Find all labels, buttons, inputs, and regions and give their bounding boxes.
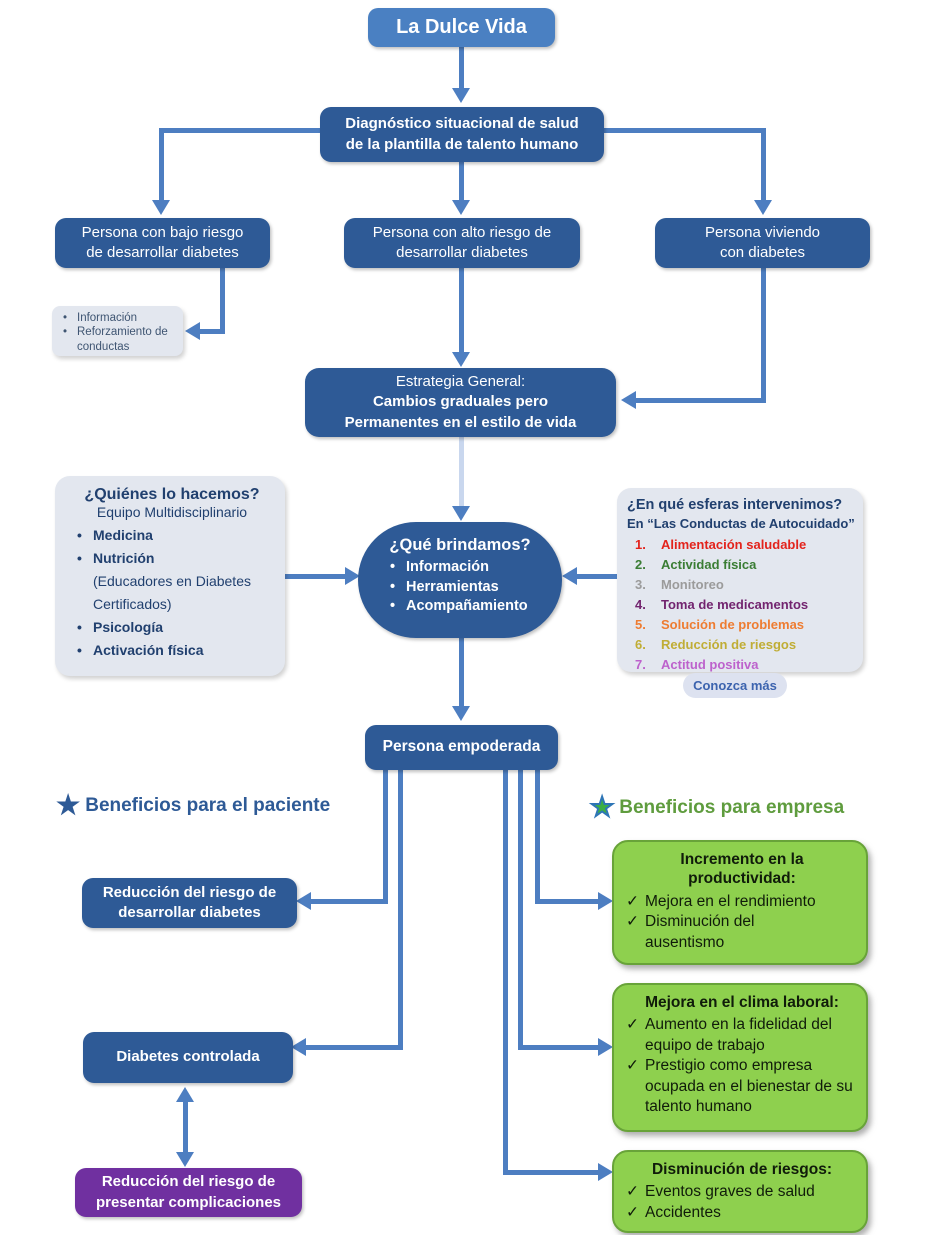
info-item-label: Reforzamiento de conductas <box>77 326 168 353</box>
arrowhead-right <box>598 892 613 910</box>
benefit-item <box>624 1182 860 1202</box>
alto-riesgo-box <box>344 218 580 268</box>
complicaciones-line1: Reducción del riesgo de <box>101 1173 276 1191</box>
brindamos-item <box>358 597 562 617</box>
esfera-number: 1. <box>635 537 646 552</box>
arrowhead-down <box>452 200 470 215</box>
arrowhead-down <box>452 88 470 103</box>
viviendo-box <box>655 218 870 268</box>
arrowhead-left <box>562 567 577 585</box>
connector-line <box>503 770 508 1175</box>
quienes-item <box>67 547 277 570</box>
esfera-item <box>627 635 855 655</box>
esfera-number: 5. <box>635 617 646 632</box>
estrategia-box <box>305 368 616 437</box>
bajo-riesgo-box <box>55 218 270 268</box>
esferas-header: ¿En qué esferas intervenimos? <box>627 497 843 513</box>
clima-laboral-title: Mejora en el clima laboral: <box>645 994 839 1011</box>
diagnostico-line1: Diagnóstico situacional de salud <box>345 115 579 133</box>
check-icon: ✓ <box>626 892 639 910</box>
esferas-box <box>617 488 863 672</box>
benefit-item <box>624 1056 860 1117</box>
esfera-item <box>627 655 855 675</box>
productividad-box <box>612 840 868 965</box>
connector-line <box>459 47 464 92</box>
diabetes-controlada-box <box>83 1032 293 1083</box>
page-title: La Dulce Vida <box>396 16 527 38</box>
brindamos-item <box>358 578 562 598</box>
info-item-label: Información <box>77 312 138 324</box>
brindamos-item <box>358 558 562 578</box>
connector-line <box>383 770 388 901</box>
info-item <box>60 311 179 325</box>
esfera-item <box>627 595 855 615</box>
reduccion-riesgo-line1: Reducción del riesgo de <box>102 883 277 901</box>
benefit-item-label: Mejora en el rendimiento <box>645 892 816 910</box>
quienes-item <box>67 524 277 547</box>
star-icon: ★ <box>56 790 81 820</box>
connector-line <box>159 128 164 200</box>
benefit-item <box>624 892 860 912</box>
connector-line <box>305 1045 403 1050</box>
empoderada-box <box>365 725 558 770</box>
quienes-box <box>55 476 285 676</box>
beneficios-paciente-title: Beneficios para el paciente <box>85 794 331 816</box>
check-icon: ✓ <box>626 1016 639 1034</box>
brindamos-header: ¿Qué brindamos? <box>389 536 531 554</box>
bullet-icon: • <box>63 326 68 339</box>
bullet-icon: • <box>390 559 396 576</box>
benefit-item-label: Disminución del ausentismo <box>645 913 755 951</box>
arrowhead-down <box>754 200 772 215</box>
quienes-header: ¿Quiénes lo hacemos? <box>84 486 260 503</box>
estrategia-line3: Permanentes en el estilo de vida <box>344 413 577 431</box>
alto-riesgo-line2: desarrollar diabetes <box>396 244 528 261</box>
connector-line <box>761 268 766 403</box>
quienes-item-label: Medicina <box>93 527 153 543</box>
bullet-icon: • <box>390 598 396 615</box>
arrowhead-right <box>598 1163 613 1181</box>
connector-line <box>310 899 388 904</box>
connector-line <box>183 1099 188 1154</box>
connector-line <box>459 268 464 352</box>
connector-line <box>220 268 225 333</box>
info-box <box>52 306 183 356</box>
arrowhead-down <box>452 506 470 521</box>
diagnostico-box <box>320 107 604 162</box>
estrategia-line1: Estrategia General: <box>395 373 526 391</box>
reduccion-riesgo-line2: desarrollar diabetes <box>118 904 261 921</box>
bullet-icon: • <box>63 312 68 324</box>
connector-line <box>200 329 225 334</box>
productividad-title: Incremento en la productividad: <box>680 851 804 888</box>
quienes-item-note: (Educadores en Diabetes Certificados) <box>93 573 251 612</box>
connector-line <box>459 162 464 200</box>
benefit-item-label: Aumento en la fidelidad del equipo de trabajo <box>645 1016 832 1054</box>
bullet-icon: • <box>77 527 82 543</box>
empoderada-label: Persona empoderada <box>382 738 541 756</box>
conozca-mas-button[interactable] <box>683 673 787 698</box>
esferas-subheader: En “Las Conductas de Autocuidado” <box>627 516 855 531</box>
arrowhead-down <box>152 200 170 215</box>
quienes-subheader: Equipo Multidisciplinario <box>96 504 248 520</box>
esfera-number: 2. <box>635 557 646 572</box>
bullet-icon: • <box>77 619 82 635</box>
esfera-item <box>627 615 855 635</box>
bajo-riesgo-line1: Persona con bajo riesgo <box>81 223 244 241</box>
esfera-number: 3. <box>635 577 646 592</box>
connector-line <box>535 899 598 904</box>
esfera-label: Solución de problemas <box>661 617 805 632</box>
esfera-label: Reducción de riesgos <box>661 637 797 652</box>
connector-line <box>285 574 345 579</box>
esfera-label: Toma de medicamentos <box>661 597 809 612</box>
check-icon: ✓ <box>626 1057 639 1075</box>
check-icon: ✓ <box>626 913 639 931</box>
connector-line <box>503 1170 598 1175</box>
benefit-item-label: Accidentes <box>645 1203 721 1221</box>
reduccion-riesgo-box <box>82 878 297 928</box>
complicaciones-line2: presentar complicaciones <box>95 1193 282 1211</box>
connector-line <box>761 128 766 200</box>
arrowhead-left <box>291 1038 306 1056</box>
connector-line <box>398 770 403 1047</box>
esfera-item <box>627 535 855 555</box>
connector-line <box>577 574 617 579</box>
esfera-label: Alimentación saludable <box>661 537 807 552</box>
brindamos-item-label: Información <box>406 559 489 576</box>
benefit-item-label: Eventos graves de salud <box>645 1183 815 1201</box>
quienes-item <box>67 639 277 662</box>
quienes-item-label: Psicología <box>93 619 164 635</box>
complicaciones-box <box>75 1168 302 1217</box>
beneficios-paciente-header <box>56 792 330 819</box>
beneficios-empresa-header <box>590 794 844 821</box>
connector-line <box>459 638 464 708</box>
esfera-label: Monitoreo <box>661 577 724 592</box>
clima-laboral-box <box>612 983 868 1132</box>
arrowhead-down <box>452 352 470 367</box>
bullet-icon: • <box>77 642 82 658</box>
alto-riesgo-line1: Persona con alto riesgo de <box>372 223 552 241</box>
disminucion-riesgos-box <box>612 1150 868 1233</box>
esfera-item <box>627 555 855 575</box>
benefit-item-label: Prestigio como empresa ocupada en el bienestar de su talento humano <box>645 1057 853 1116</box>
benefit-item <box>624 1203 860 1223</box>
esfera-item <box>627 575 855 595</box>
check-icon: ✓ <box>626 1203 639 1221</box>
arrowhead-left <box>296 892 311 910</box>
connector-line <box>518 770 523 1047</box>
benefit-item <box>624 912 815 953</box>
arrowhead-left <box>621 391 636 409</box>
quienes-item-label: Nutrición <box>93 550 155 566</box>
connector-line-light <box>459 437 464 507</box>
conozca-mas-label: Conozca más <box>693 678 777 693</box>
viviendo-line2: con diabetes <box>719 244 806 261</box>
brindamos-item-label: Acompañamiento <box>406 598 528 615</box>
bullet-icon: • <box>390 578 396 595</box>
benefit-item <box>624 1015 845 1056</box>
disminucion-riesgos-title: Disminución de riesgos: <box>651 1161 832 1178</box>
connector-line <box>635 398 766 403</box>
connector-line <box>535 770 540 901</box>
estrategia-line2: Cambios graduales pero <box>372 393 549 411</box>
quienes-item-label: Activación física <box>93 642 204 658</box>
quienes-item <box>67 616 277 639</box>
viviendo-line1: Persona viviendo <box>704 223 821 241</box>
esfera-number: 6. <box>635 637 646 652</box>
brindamos-oval <box>358 522 562 638</box>
info-item <box>60 325 179 354</box>
esfera-label: Actividad física <box>661 557 757 572</box>
title-box <box>368 8 555 47</box>
esfera-number: 4. <box>635 597 646 612</box>
diabetes-controlada-label: Diabetes controlada <box>116 1048 260 1066</box>
arrowhead-right <box>598 1038 613 1056</box>
diagnostico-line2: de la plantilla de talento humano <box>345 135 579 153</box>
arrowhead-down <box>176 1152 194 1167</box>
connector-line <box>518 1045 598 1050</box>
beneficios-empresa-title: Beneficios para empresa <box>619 796 845 818</box>
arrowhead-down <box>452 706 470 721</box>
arrowhead-left <box>185 322 200 340</box>
bajo-riesgo-line2: de desarrollar diabetes <box>86 244 239 261</box>
esfera-number: 7. <box>635 657 646 672</box>
esfera-label: Actitud positiva <box>661 657 759 672</box>
brindamos-item-label: Herramientas <box>406 578 499 595</box>
check-icon: ✓ <box>626 1183 639 1201</box>
star-icon: ★ <box>590 792 615 822</box>
bullet-icon: • <box>77 550 82 566</box>
